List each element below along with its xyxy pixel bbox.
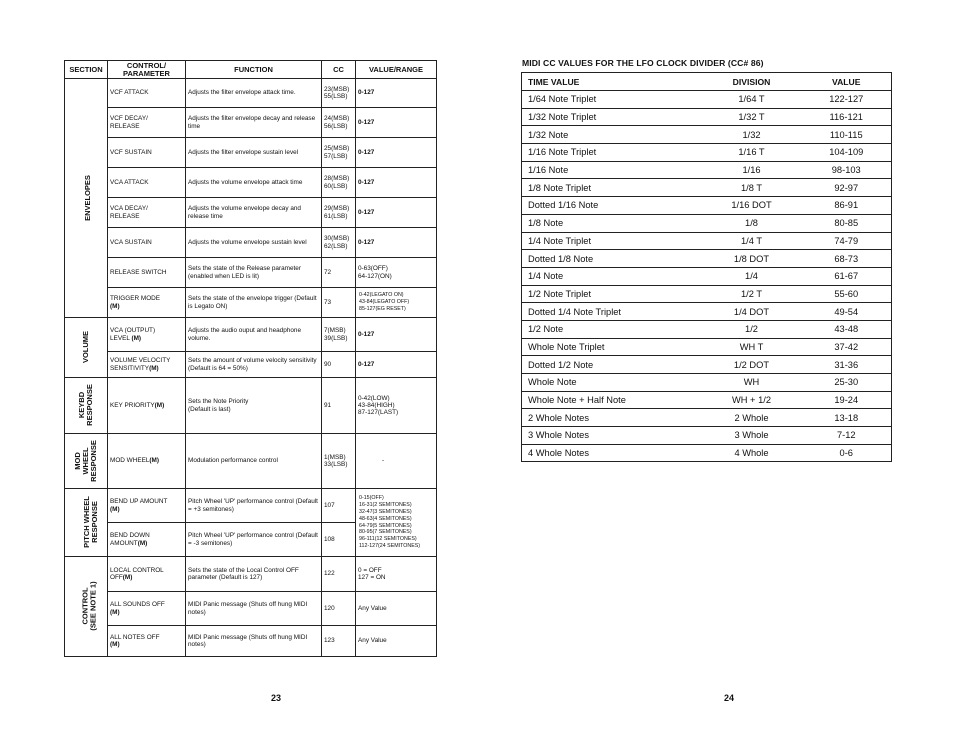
function-cell: Adjusts the audio ouput and headphone volume.	[186, 318, 322, 352]
range-cell: 0-42(LEGATO ON) 43-84(LEGATO OFF) 85-127(EG RESET)	[356, 288, 437, 318]
section-pitch-wheel-response	[65, 489, 108, 557]
control-cell	[108, 626, 186, 657]
division-cell: WH T	[702, 338, 802, 356]
table-row	[65, 378, 437, 434]
mono-mode-marker: (M)	[110, 302, 120, 310]
header-division: DIVISION	[702, 73, 802, 91]
header-section: SECTION	[65, 61, 108, 79]
division-cell: 1/32 T	[702, 108, 802, 126]
mono-mode-marker: (M)	[122, 574, 133, 581]
control-text: VCF SUSTAIN	[110, 148, 152, 156]
cc-cell: 123	[322, 626, 356, 657]
header-time-value: TIME VALUE	[522, 73, 702, 91]
control-text: KEY PRIORITY	[110, 401, 155, 409]
time-value-cell: Dotted 1/8 Note	[522, 250, 702, 268]
table-row	[65, 198, 437, 228]
division-cell: 1/16 T	[702, 144, 802, 162]
cc-cell: 122	[322, 557, 356, 592]
mono-mode-marker: (M)	[154, 401, 165, 409]
value-cell: 61-67	[802, 267, 892, 285]
control-cell	[108, 228, 186, 258]
value-cell: 122-127	[802, 91, 892, 109]
value-cell: 0-6	[802, 444, 892, 462]
function-cell: Adjusts the volume envelope decay and release time	[186, 198, 322, 228]
table-row	[522, 161, 892, 179]
value-cell: 110-115	[802, 126, 892, 144]
value-cell: 86-91	[802, 197, 892, 215]
control-cell	[108, 318, 186, 352]
control-cell	[108, 108, 186, 138]
division-cell: 1/32	[702, 126, 802, 144]
value-cell: 74-79	[802, 232, 892, 250]
function-cell: Sets the state of the envelope trigger (Default is Legato ON)	[186, 288, 322, 318]
header-value: VALUE	[802, 73, 892, 91]
division-cell: WH + 1/2	[702, 391, 802, 409]
division-cell: 1/8 T	[702, 179, 802, 197]
range-cell: 0-42(LOW) 43-84(HIGH) 87-127(LAST)	[356, 378, 437, 434]
division-cell: 4 Whole	[702, 444, 802, 462]
range-cell: 0-127	[356, 138, 437, 168]
value-cell: 49-54	[802, 303, 892, 321]
function-cell: Sets the amount of volume velocity sensitivity (Default is 64 = 50%)	[186, 352, 322, 378]
mono-mode-marker: (M)	[149, 364, 159, 372]
range-cell: 0-127	[356, 79, 437, 108]
time-value-cell: 4 Whole Notes	[522, 444, 702, 462]
section-envelopes	[65, 79, 108, 318]
range-cell: -	[356, 434, 437, 489]
control-text: VCA ATTACK	[110, 178, 149, 186]
table-row	[65, 108, 437, 138]
table-row	[65, 138, 437, 168]
range-cell: Any Value	[356, 626, 437, 657]
time-value-cell: 1/64 Note Triplet	[522, 91, 702, 109]
value-cell: 25-30	[802, 374, 892, 392]
control-text: LOCAL CONTROL OFF	[110, 566, 164, 581]
function-cell: Adjusts the volume envelope attack time	[186, 168, 322, 198]
range-cell: 0-127	[356, 108, 437, 138]
function-cell: Sets the state of the Local Control OFF parameter (Default is 127)	[186, 557, 322, 592]
time-value-cell: 1/4 Note Triplet	[522, 232, 702, 250]
cc-cell: 29(MSB) 61(LSB)	[322, 198, 356, 228]
table-title: MIDI CC VALUES FOR THE LFO CLOCK DIVIDER (CC# 86)	[522, 58, 764, 68]
table-row	[522, 179, 892, 197]
table-row	[522, 144, 892, 162]
range-cell: 0-127	[356, 352, 437, 378]
division-cell: 1/4	[702, 267, 802, 285]
table-row	[65, 79, 437, 108]
cc-cell: 72	[322, 258, 356, 288]
header-function: FUNCTION	[186, 61, 322, 79]
function-cell: Modulation performance control	[186, 434, 322, 489]
table-row	[522, 374, 892, 392]
function-cell: Sets the state of the Release parameter (enabled when LED is lit)	[186, 258, 322, 288]
time-value-cell: Whole Note Triplet	[522, 338, 702, 356]
cc-cell: 90	[322, 352, 356, 378]
table-row	[522, 303, 892, 321]
midi-table-body	[65, 79, 437, 657]
division-cell: 1/64 T	[702, 91, 802, 109]
mono-mode-marker: (M)	[110, 608, 120, 616]
cc-cell: 91	[322, 378, 356, 434]
control-cell	[108, 489, 186, 523]
division-cell: WH	[702, 374, 802, 392]
control-text: RELEASE SWITCH	[110, 268, 167, 276]
page-number: 23	[271, 693, 282, 703]
time-value-cell: 1/16 Note	[522, 161, 702, 179]
cc-cell: 107	[322, 489, 356, 523]
control-text: VCF ATTACK	[110, 89, 149, 97]
mono-mode-marker: (M)	[110, 641, 120, 648]
time-value-cell: 1/2 Note	[522, 320, 702, 338]
division-cell: 1/8 DOT	[702, 250, 802, 268]
table-row	[65, 557, 437, 592]
function-cell: MIDI Panic message (Shuts off hung MIDI notes)	[186, 592, 322, 626]
mono-mode-marker: (M)	[131, 334, 142, 342]
function-cell: Adjusts the filter envelope attack time.	[186, 79, 322, 108]
page-number: 24	[724, 693, 735, 703]
table-row	[522, 444, 892, 462]
time-value-cell: Dotted 1/2 Note	[522, 356, 702, 374]
cc-cell: 7(MSB) 39(LSB)	[322, 318, 356, 352]
table-row	[522, 285, 892, 303]
cc-cell: 30(MSB) 62(LSB)	[322, 228, 356, 258]
time-value-cell: 1/8 Note Triplet	[522, 179, 702, 197]
control-text: MOD WHEEL	[110, 457, 150, 465]
division-cell: 1/2	[702, 320, 802, 338]
cc-cell: 120	[322, 592, 356, 626]
control-cell	[108, 258, 186, 288]
function-cell: Pitch Wheel 'UP' performance control (Default = +3 semitones)	[186, 489, 322, 523]
table-row	[522, 126, 892, 144]
table-row	[65, 352, 437, 378]
range-cell: 0-127	[356, 228, 437, 258]
time-value-cell: Dotted 1/16 Note	[522, 197, 702, 215]
time-value-cell: 2 Whole Notes	[522, 409, 702, 427]
mono-mode-marker: (M)	[137, 539, 148, 547]
function-cell: Adjusts the filter envelope sustain level	[186, 138, 322, 168]
table-row	[522, 356, 892, 374]
clock-table-body	[522, 91, 892, 462]
table-row	[65, 258, 437, 288]
division-cell: 1/16 DOT	[702, 197, 802, 215]
function-cell: Adjusts the filter envelope decay and release time	[186, 108, 322, 138]
value-cell: 37-42	[802, 338, 892, 356]
section-label: MOD WHEEL RESPONSE	[73, 440, 98, 482]
time-value-cell: 1/8 Note	[522, 214, 702, 232]
division-cell: 1/8	[702, 214, 802, 232]
table-row	[65, 489, 437, 523]
table-row	[522, 232, 892, 250]
control-text: VCA (OUTPUT) LEVEL	[110, 327, 156, 342]
function-cell: Adjusts the volume envelope sustain level	[186, 228, 322, 258]
table-row	[522, 338, 892, 356]
section-mod-wheel-response	[65, 434, 108, 489]
control-text: VCF DECAY/ RELEASE	[110, 115, 148, 130]
section-control	[65, 557, 108, 657]
table-row	[522, 409, 892, 427]
section-keybd-response	[65, 378, 108, 434]
function-cell: Pitch Wheel 'UP' performance control (Default = -3 semitones)	[186, 523, 322, 557]
value-cell: 19-24	[802, 391, 892, 409]
table-row	[522, 267, 892, 285]
control-cell	[108, 434, 186, 489]
table-row	[65, 168, 437, 198]
function-cell: Sets the Note Priority (Default is last)	[186, 378, 322, 434]
value-cell: 13-18	[802, 409, 892, 427]
value-cell: 80-85	[802, 214, 892, 232]
range-cell: 0-127	[356, 168, 437, 198]
header-cc: CC	[322, 61, 356, 79]
range-cell: 0-15(OFF) 16-31(2 SEMITONES) 32-47(3 SEMITONES) 48-63(4 SEMITONES) 64-79(5 SEMITONES) 80-95(7 SEMITONES) 96-111(12 SEMITONES) 112-127(24 SEMITONES)	[356, 489, 437, 557]
table-row	[65, 228, 437, 258]
cc-cell: 25(MSB) 57(LSB)	[322, 138, 356, 168]
division-cell: 3 Whole	[702, 427, 802, 445]
range-cell: 0-127	[356, 198, 437, 228]
time-value-cell: 1/16 Note Triplet	[522, 144, 702, 162]
control-cell	[108, 168, 186, 198]
range-cell: 0-127	[356, 318, 437, 352]
lfo-clock-divider-table	[521, 72, 892, 462]
time-value-cell: Whole Note	[522, 374, 702, 392]
division-cell: 2 Whole	[702, 409, 802, 427]
clock-table-header-row	[522, 73, 892, 91]
control-text: VCA SUSTAIN	[110, 238, 152, 246]
control-cell	[108, 378, 186, 434]
table-row	[522, 250, 892, 268]
control-cell	[108, 198, 186, 228]
right-page	[477, 0, 954, 738]
midi-cc-table	[64, 60, 437, 657]
table-row	[65, 288, 437, 318]
cc-cell: 23(MSB) 55(LSB)	[322, 79, 356, 108]
header-control-parameter: CONTROL/ PARAMETER	[108, 61, 186, 79]
section-label: VOLUME	[81, 331, 90, 364]
value-cell: 55-60	[802, 285, 892, 303]
table-row	[522, 108, 892, 126]
control-cell	[108, 523, 186, 557]
table-row	[522, 214, 892, 232]
value-cell: 43-48	[802, 320, 892, 338]
header-value-range: VALUE/RANGE	[356, 61, 437, 79]
division-cell: 1/2 DOT	[702, 356, 802, 374]
control-text: VCA DECAY/ RELEASE	[110, 205, 148, 220]
control-cell	[108, 352, 186, 378]
division-cell: 1/2 T	[702, 285, 802, 303]
division-cell: 1/4 DOT	[702, 303, 802, 321]
section-label: CONTROL (SEE NOTE 1)	[80, 581, 98, 631]
control-cell	[108, 592, 186, 626]
control-text: BEND UP AMOUNT	[110, 498, 168, 506]
time-value-cell: 1/32 Note	[522, 126, 702, 144]
cc-cell: 1(MSB) 33(LSB)	[322, 434, 356, 489]
time-value-cell: 1/2 Note Triplet	[522, 285, 702, 303]
value-cell: 104-109	[802, 144, 892, 162]
cc-cell: 28(MSB) 60(LSB)	[322, 168, 356, 198]
control-text: TRIGGER MODE	[110, 295, 161, 303]
control-text: ALL SOUNDS OFF	[110, 601, 165, 609]
table-row	[65, 434, 437, 489]
range-cell: 0 = OFF 127 = ON	[356, 557, 437, 592]
cc-cell: 24(MSB) 56(LSB)	[322, 108, 356, 138]
cc-cell: 108	[322, 523, 356, 557]
value-cell: 68-73	[802, 250, 892, 268]
division-cell: 1/16	[702, 161, 802, 179]
table-row	[522, 91, 892, 109]
control-cell	[108, 79, 186, 108]
value-cell: 116-121	[802, 108, 892, 126]
section-volume	[65, 318, 108, 378]
control-cell	[108, 138, 186, 168]
control-text: ALL NOTES OFF	[110, 633, 160, 641]
mono-mode-marker: (M)	[149, 457, 160, 465]
midi-table-header-row	[65, 61, 437, 79]
table-row	[65, 626, 437, 657]
section-label: ENVELOPES	[82, 174, 92, 221]
division-cell: 1/4 T	[702, 232, 802, 250]
table-row	[65, 592, 437, 626]
value-cell: 31-36	[802, 356, 892, 374]
control-cell	[108, 288, 186, 318]
time-value-cell: 1/32 Note Triplet	[522, 108, 702, 126]
table-row	[522, 391, 892, 409]
table-row	[65, 318, 437, 352]
value-cell: 7-12	[802, 427, 892, 445]
control-cell	[108, 557, 186, 592]
table-row	[522, 197, 892, 215]
table-row	[522, 427, 892, 445]
function-cell: MIDI Panic message (Shuts off hung MIDI notes)	[186, 626, 322, 657]
value-cell: 98-103	[802, 161, 892, 179]
time-value-cell: Dotted 1/4 Note Triplet	[522, 303, 702, 321]
table-row	[522, 320, 892, 338]
time-value-cell: Whole Note + Half Note	[522, 391, 702, 409]
section-label: KEYBD RESPONSE	[77, 384, 94, 427]
range-cell: 0-63(OFF) 64-127(ON)	[356, 258, 437, 288]
mono-mode-marker: (M)	[110, 505, 120, 513]
section-label: PITCH WHEEL RESPONSE	[81, 496, 99, 549]
value-cell: 92-97	[802, 179, 892, 197]
control-text: VOLUME VELOCITY SENSITIVITY	[110, 357, 171, 372]
control-text: BEND DOWN AMOUNT	[110, 532, 150, 547]
range-cell: Any Value	[356, 592, 437, 626]
time-value-cell: 1/4 Note	[522, 267, 702, 285]
cc-cell: 73	[322, 288, 356, 318]
time-value-cell: 3 Whole Notes	[522, 427, 702, 445]
